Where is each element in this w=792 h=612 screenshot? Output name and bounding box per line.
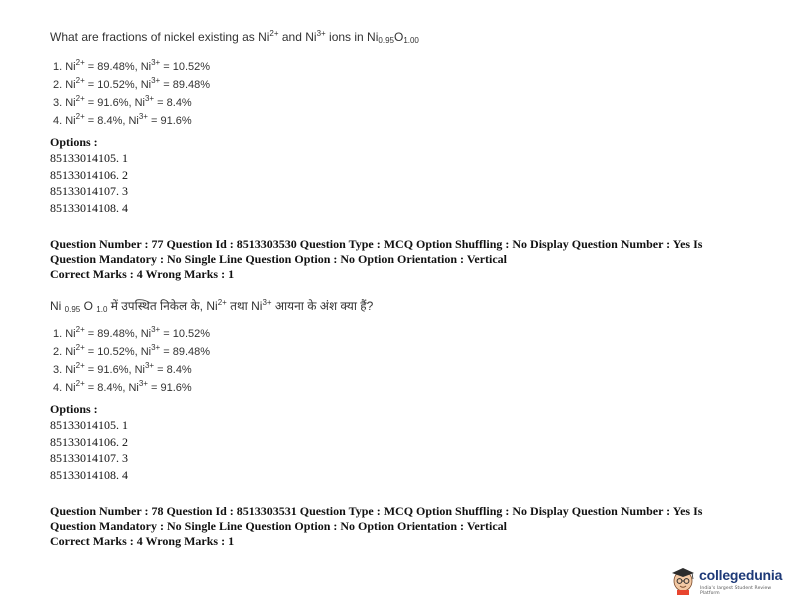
options-label: Options : <box>50 402 98 416</box>
graduate-mascot-icon <box>670 565 696 595</box>
answer-choice-2: 2. $Ni^{2+} = 10.52\%$, $Ni^{3+} = 89.48\%$ <box>53 343 211 358</box>
question-marks: Correct Marks : 4 Wrong Marks : 1 <box>50 534 235 548</box>
answer-choice-3: 3. $Ni^{2+} = 91.6\%$, $Ni^{3+} = 8.4\%$ <box>53 361 192 376</box>
options-label: Options : <box>50 135 98 149</box>
question-meta: Question Mandatory : No Single Line Question Option : No Option Orientation : Vertical <box>50 519 508 533</box>
option-id: 85133014107. 3 <box>50 184 128 198</box>
answer-choice-1: 1. $Ni^{2+} = 89.48\%$, $Ni^{3+} = 10.52\%$ <box>53 325 211 340</box>
answer-choice-2: 2. $Ni^{2+} = 10.52\%$, $Ni^{3+} = 89.48\%$ <box>53 76 211 91</box>
question-meta: Question Number : 78 Question Id : 8513303531 Question Type : MCQ Option Shuffling : No Display Question Number : Yes Is <box>50 504 703 518</box>
answer-choice-4: 4. $Ni^{2+} = 8.4\%$, $Ni^{3+} = 91.6\%$ <box>53 379 192 394</box>
answer-choice-3: 3. $Ni^{2+} = 91.6\%$, $Ni^{3+} = 8.4\%$ <box>53 94 192 109</box>
question-meta: Question Mandatory : No Single Line Question Option : No Option Orientation : Vertical <box>50 252 508 266</box>
option-id: 85133014106. 2 <box>50 168 128 182</box>
option-id: 85133014106. 2 <box>50 435 128 449</box>
option-id: 85133014105. 1 <box>50 418 128 432</box>
question-text-hindi: Ni $_{0.95}$ O $_{1.0}$ में उपस्थित निकेल के, $Ni^{2+}$ तथा $Ni^{3+}$ आयना के अंश क्या हैं? <box>50 298 374 314</box>
answer-choice-1: 1. $Ni^{2+} = 89.48\%$, $Ni^{3+} = 10.52\%$ <box>53 58 211 73</box>
option-id: 85133014107. 3 <box>50 451 128 465</box>
question-marks: Correct Marks : 4 Wrong Marks : 1 <box>50 267 235 281</box>
answer-choice-4: 4. $Ni^{2+} = 8.4\%$, $Ni^{3+} = 91.6\%$ <box>53 112 192 127</box>
question-text: What are fractions of nickel existing as $Ni^{2+}$ and $Ni^{3+}$ ions in $Ni_{0.95}O_{1.00}$ <box>50 29 419 45</box>
option-id: 85133014105. 1 <box>50 151 128 165</box>
collegedunia-logo: collegedunia India's largest Student Review Platform <box>670 563 785 603</box>
option-id: 85133014108. 4 <box>50 201 128 215</box>
option-id: 85133014108. 4 <box>50 468 128 482</box>
question-meta: Question Number : 77 Question Id : 8513303530 Question Type : MCQ Option Shuffling : No Display Question Number : Yes Is <box>50 237 703 251</box>
